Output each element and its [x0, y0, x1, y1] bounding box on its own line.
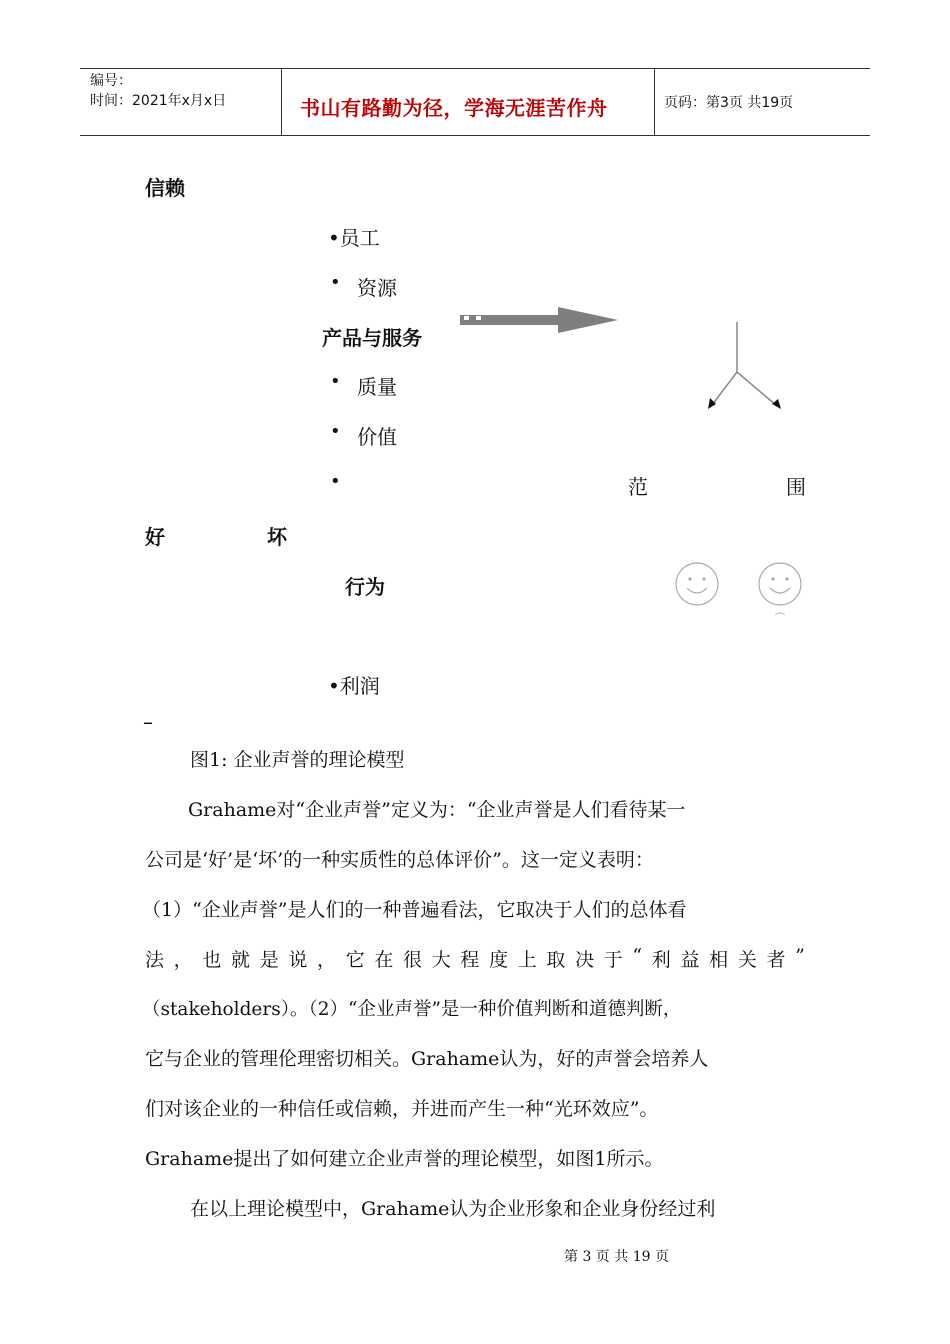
header-divider-left: [281, 68, 282, 136]
diagram-bad: 坏: [267, 525, 287, 549]
smiley-face-icon: [755, 560, 805, 618]
diagram-value: 价值: [357, 425, 397, 449]
diagram-products-services: 产品与服务: [322, 326, 422, 350]
header-top-border: [80, 68, 870, 69]
justified-char: 决: [575, 949, 595, 971]
diagram-scope-char-1: 范: [628, 475, 648, 499]
header-page-info: 页码：第3页 共19页: [664, 95, 794, 111]
justified-char: 上: [517, 949, 537, 971]
paragraph-line: （1）“企业声誉”是人们的一种普遍看法，它取决于人们的总体看: [142, 899, 687, 921]
diagram-profit: •利润: [328, 674, 380, 698]
justified-char: 相: [709, 949, 729, 971]
justified-char: 就: [231, 949, 251, 971]
justified-char: 关: [737, 949, 757, 971]
diagram-employees: •员工: [328, 226, 380, 250]
header-number-label: 编号：: [90, 73, 132, 89]
diagram-arrow: [458, 306, 620, 334]
diagram-resources: 资源: [357, 276, 397, 300]
justified-char: ，: [317, 949, 337, 971]
justified-char: 说: [288, 949, 308, 971]
diagram-dash: –: [143, 710, 153, 734]
paragraph-line: 在以上理论模型中，Grahame认为企业形象和企业身份经过利: [190, 1198, 716, 1220]
paragraph-line: （stakeholders）。（2）“企业声誉”是一种价值判断和道德判断，: [142, 999, 682, 1020]
justified-char: 也: [202, 949, 222, 971]
figure-caption: 图1: 企业声誉的理论模型: [190, 749, 405, 771]
header-time-label: 时间：2021年x月x日: [90, 93, 227, 109]
justified-char: ，: [173, 949, 193, 971]
justified-char: 程: [460, 949, 480, 971]
justified-char: 取: [546, 949, 566, 971]
paragraph-line: 公司是‘好’是‘坏’的一种实质性的总体评价”。这一定义表明：: [145, 849, 654, 871]
justified-char: 很: [403, 949, 423, 971]
justified-char: “: [632, 945, 643, 967]
diagram-quality: 质量: [357, 375, 397, 399]
justified-char: 度: [489, 949, 509, 971]
paragraph-line: Grahame提出了如何建立企业声誉的理论模型，如图1所示。: [145, 1148, 664, 1170]
diagram-scope-bullet: •: [330, 471, 341, 492]
justified-char: 是: [259, 949, 279, 971]
justified-char: 它: [345, 949, 365, 971]
diagram-good: 好: [145, 525, 165, 549]
justified-char: 大: [431, 949, 451, 971]
diagram-scope-char-2: 围: [786, 475, 806, 499]
diagram-trust: 信赖: [145, 176, 185, 200]
justified-char: 于: [603, 949, 623, 971]
paragraph-line-justified: [145, 945, 805, 972]
diagram-branch-lines: [700, 320, 790, 415]
header-bottom-border: [80, 135, 870, 136]
paragraph-line: 它与企业的管理伦理密切相关。Grahame认为，好的声誉会培养人: [145, 1048, 709, 1070]
diagram-value-bullet: •: [330, 421, 341, 442]
paragraph-line: Grahame对“企业声誉”定义为：“企业声誉是人们看待某一: [188, 799, 686, 821]
smiley-face-icon: [673, 560, 721, 608]
justified-char: 益: [680, 949, 700, 971]
diagram-quality-bullet: •: [330, 371, 341, 392]
justified-char: 者: [766, 949, 786, 971]
paragraph-line: 们对该企业的一种信任或信赖，并进而产生一种“光环效应”。: [145, 1098, 659, 1120]
header-divider-right: [654, 68, 655, 136]
diagram-behavior: 行为: [345, 575, 385, 599]
justified-char: 在: [374, 949, 394, 971]
justified-char: 法: [145, 949, 165, 971]
header-motto: 书山有路勤为径，学海无涯苦作舟: [300, 96, 608, 120]
justified-char: 利: [651, 949, 671, 971]
diagram-resources-bullet: •: [330, 272, 341, 293]
footer-page-number: 第 3 页 共 19 页: [564, 1249, 669, 1265]
justified-char: ”: [795, 945, 805, 967]
